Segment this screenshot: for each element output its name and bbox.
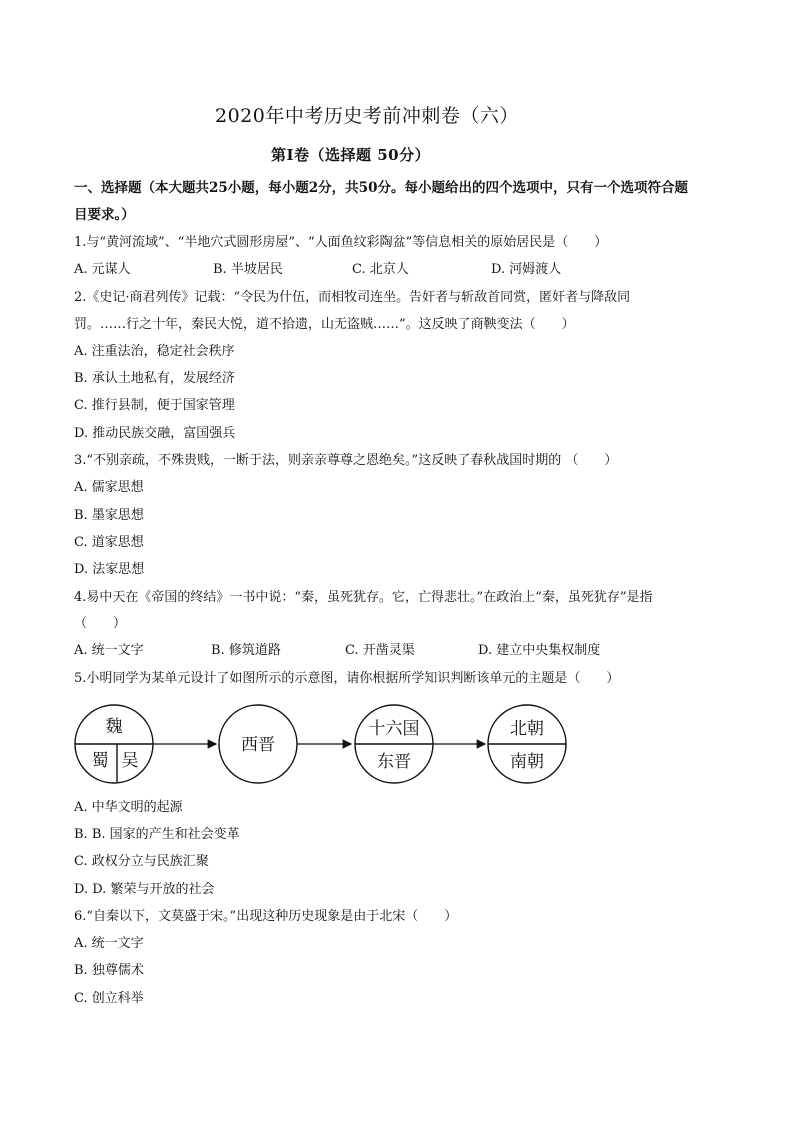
question-3-option-d: D. 法家思想 [74,562,145,577]
question-4-option-c: C. 开凿灵渠 [345,643,415,658]
label-wu: 吴 [121,751,139,771]
label-eastern-jin: 东晋 [377,752,411,772]
question-6-stem: 6.“自秦以下，文莫盛于宋。”出现这种历史现象是由于北宋（ ） [74,909,458,924]
question-5-option-c: C. 政权分立与民族汇聚 [74,854,209,869]
question-5-option-d: D. D. 繁荣与开放的社会 [74,882,215,897]
question-2-stem-line-2: 罚。……行之十年，秦民大悦，道不拾遗，山无盗贼……”。这反映了商鞅变法（ ） [74,317,575,332]
label-wei: 魏 [105,717,123,737]
label-western-jin: 西晋 [241,735,275,755]
circle-western-jin [219,705,297,783]
question-2-option-d: D. 推动民族交融，富国强兵 [74,426,236,441]
instruction-line-2: 目要求。） [74,207,135,223]
question-1-stem: 1.与“黄河流域”、“半地穴式圆形房屋”、“人面鱼纹彩陶盆”等信息相关的原始居民是（ ） [74,235,608,250]
dynasty-flow-diagram [74,700,594,790]
question-2-stem-line-1: 2.《史记·商君列传》记载：“令民为什伍，而相牧司连坐。告奸者与斩敌首同赏，匿奸者与降敌同 [74,290,631,305]
question-2-option-a: A. 注重法治，稳定社会秩序 [74,344,235,359]
question-6-option-a: A. 统一文字 [74,936,144,951]
question-3-option-c: C. 道家思想 [74,535,144,550]
question-3-option-b: B. 墨家思想 [74,508,144,523]
question-5-option-a: A. 中华文明的起源 [74,800,183,815]
label-shu: 蜀 [91,751,109,771]
instruction-line-1: 一、选择题（本大题共25小题，每小题2分，共50分。每小题给出的四个选项中，只有一个选项符合题 [74,180,688,196]
question-2-option-b: B. 承认土地私有，发展经济 [74,371,235,386]
question-5-option-b: B. B. 国家的产生和社会变革 [74,827,240,842]
question-2-option-c: C. 推行县制，便于国家管理 [74,398,235,413]
question-1-option-b: B. 半坡居民 [213,262,283,277]
question-4-option-a: A. 统一文字 [74,643,144,658]
label-sixteen-kingdoms: 十六国 [368,719,420,739]
label-southern-dynasties: 南朝 [510,752,544,772]
question-4-option-d: D. 建立中央集权制度 [478,643,601,658]
question-4-stem-line-1: 4.易中天在《帝国的终结》一书中说：“秦，虽死犹存。它，亡得悲壮。”在政治上“秦，虽死犹存”是指 [74,590,653,605]
circle-sixteen-kingdoms-eastern-jin [355,705,433,783]
circle-three-kingdoms [75,705,153,783]
question-1-option-a: A. 元谋人 [74,262,131,277]
question-1-option-d: D. 河姆渡人 [491,262,562,277]
question-1-option-c: C. 北京人 [352,262,409,277]
circle-northern-southern-dynasties [488,705,566,783]
question-3-option-a: A. 儒家思想 [74,480,144,495]
question-3-stem: 3.“不别亲疏，不殊贵贱，一断于法，则亲亲尊尊之恩绝矣。”这反映了春秋战国时期的 （ ） [74,453,618,468]
page-title: 2020年中考历史考前冲刺卷（六） [215,105,519,127]
question-4-stem-line-2: （ ） [74,616,127,631]
section-heading: 第Ⅰ卷（选择题 50分） [271,146,431,164]
question-6-option-b: B. 独尊儒术 [74,963,144,978]
question-5-stem: 5.小明同学为某单元设计了如图所示的示意图，请你根据所学知识判断该单元的主题是（ ） [74,671,620,686]
label-northern-dynasties: 北朝 [510,719,544,739]
question-6-option-c: C. 创立科举 [74,991,144,1006]
question-4-option-b: B. 修筑道路 [211,643,281,658]
